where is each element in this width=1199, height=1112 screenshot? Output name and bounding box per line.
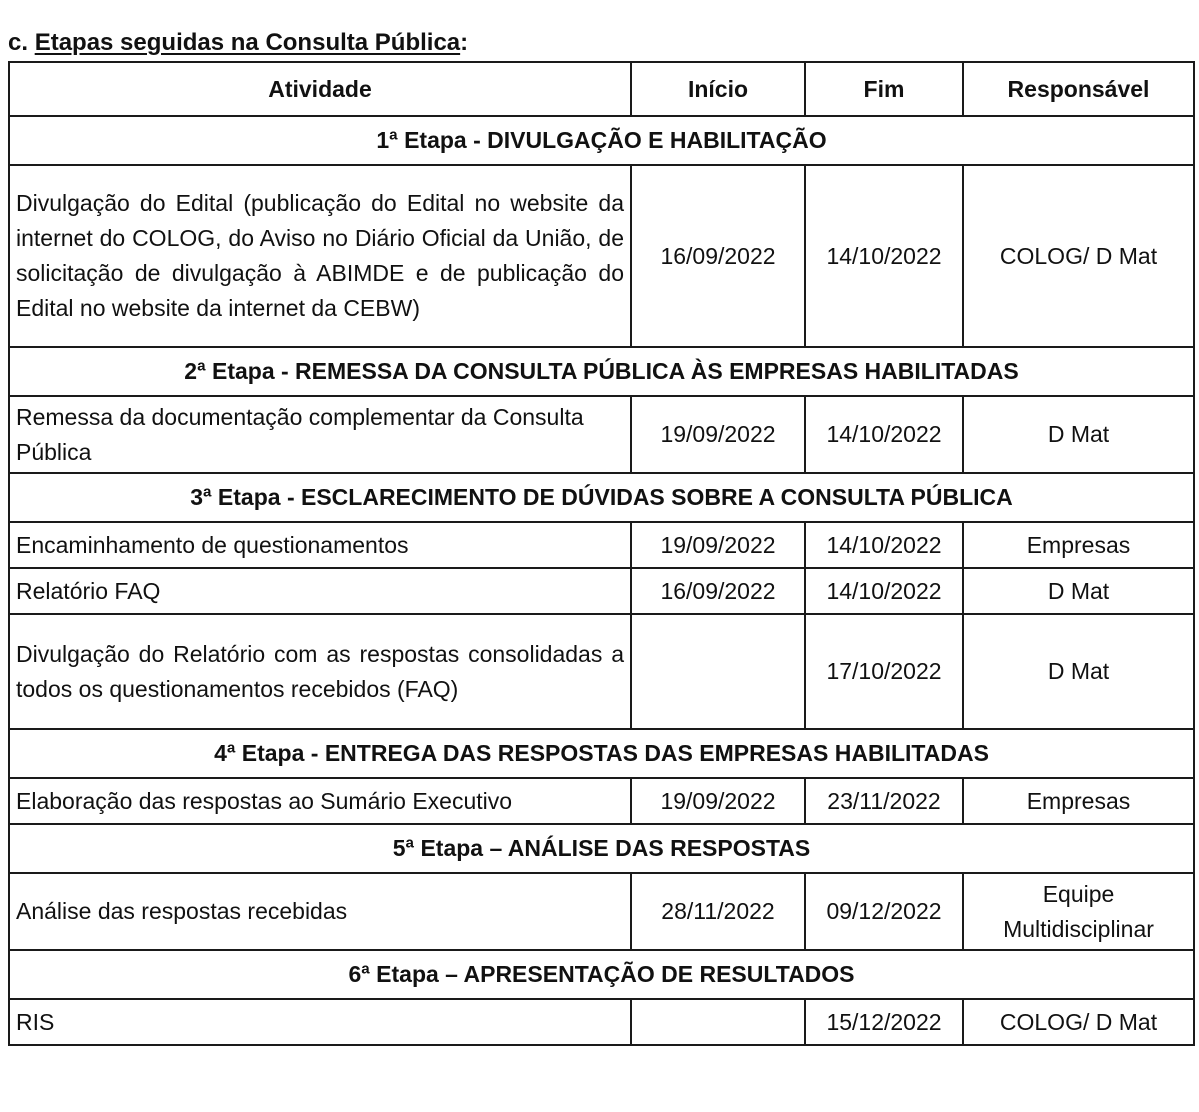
stage-title: 2ª Etapa - REMESSA DA CONSULTA PÚBLICA ÀS EMPRESAS HABILITADAS bbox=[9, 347, 1194, 396]
start-date-cell bbox=[631, 614, 805, 729]
responsible-cell: D Mat bbox=[963, 396, 1194, 473]
activity-cell: Encaminhamento de questionamentos bbox=[9, 522, 631, 568]
table-row bbox=[9, 522, 1194, 568]
table-row bbox=[9, 778, 1194, 824]
activity-cell: Divulgação do Relatório com as respostas consolidadas a todos os questionamentos recebidos (FAQ) bbox=[9, 614, 631, 729]
table-row bbox=[9, 614, 1194, 729]
stage-title: 1ª Etapa - DIVULGAÇÃO E HABILITAÇÃO bbox=[9, 116, 1194, 165]
column-header-start: Início bbox=[631, 62, 805, 116]
stage-row bbox=[9, 473, 1194, 522]
stage-row bbox=[9, 347, 1194, 396]
stage-row bbox=[9, 824, 1194, 873]
section-heading bbox=[8, 28, 468, 58]
end-date-cell: 15/12/2022 bbox=[805, 999, 963, 1045]
end-date-cell: 14/10/2022 bbox=[805, 568, 963, 614]
stage-title: 6ª Etapa – APRESENTAÇÃO DE RESULTADOS bbox=[9, 950, 1194, 999]
end-date-cell: 17/10/2022 bbox=[805, 614, 963, 729]
responsible-cell: D Mat bbox=[963, 614, 1194, 729]
stages-table bbox=[8, 61, 1195, 1046]
table-row bbox=[9, 568, 1194, 614]
column-header-end: Fim bbox=[805, 62, 963, 116]
activity-cell: RIS bbox=[9, 999, 631, 1045]
stage-row bbox=[9, 116, 1194, 165]
activity-cell: Análise das respostas recebidas bbox=[9, 873, 631, 950]
start-date-cell: 19/09/2022 bbox=[631, 396, 805, 473]
end-date-cell: 14/10/2022 bbox=[805, 165, 963, 347]
section-heading-title: Etapas seguidas na Consulta Pública bbox=[34, 29, 461, 56]
table-row bbox=[9, 873, 1194, 950]
start-date-cell: 16/09/2022 bbox=[631, 165, 805, 347]
stage-title: 5ª Etapa – ANÁLISE DAS RESPOSTAS bbox=[9, 824, 1194, 873]
activity-cell: Relatório FAQ bbox=[9, 568, 631, 614]
responsible-cell: Empresas bbox=[963, 522, 1194, 568]
section-heading-suffix: : bbox=[460, 29, 469, 56]
start-date-cell: 16/09/2022 bbox=[631, 568, 805, 614]
responsible-cell: D Mat bbox=[963, 568, 1194, 614]
end-date-cell: 23/11/2022 bbox=[805, 778, 963, 824]
stage-row bbox=[9, 950, 1194, 999]
responsible-cell: Empresas bbox=[963, 778, 1194, 824]
responsible-cell: COLOG/ D Mat bbox=[963, 165, 1194, 347]
responsible-cell: COLOG/ D Mat bbox=[963, 999, 1194, 1045]
stage-title: 4ª Etapa - ENTREGA DAS RESPOSTAS DAS EMPRESAS HABILITADAS bbox=[9, 729, 1194, 778]
end-date-cell: 09/12/2022 bbox=[805, 873, 963, 950]
start-date-cell: 19/09/2022 bbox=[631, 778, 805, 824]
end-date-cell: 14/10/2022 bbox=[805, 396, 963, 473]
section-heading-prefix: c. bbox=[8, 29, 35, 56]
stage-title: 3ª Etapa - ESCLARECIMENTO DE DÚVIDAS SOBRE A CONSULTA PÚBLICA bbox=[9, 473, 1194, 522]
table-row bbox=[9, 999, 1194, 1045]
column-header-responsible: Responsável bbox=[963, 62, 1194, 116]
activity-cell: Elaboração das respostas ao Sumário Executivo bbox=[9, 778, 631, 824]
start-date-cell bbox=[631, 999, 805, 1045]
activity-cell: Divulgação do Edital (publicação do Edital no website da internet do COLOG, do Aviso no Diário Oficial da União, de solicitação de divulgação à ABIMDE e de publicação do Edital no website da internet da CEBW) bbox=[9, 165, 631, 347]
start-date-cell: 19/09/2022 bbox=[631, 522, 805, 568]
table-row bbox=[9, 165, 1194, 347]
column-header-activity: Atividade bbox=[9, 62, 631, 116]
table-row bbox=[9, 396, 1194, 473]
start-date-cell: 28/11/2022 bbox=[631, 873, 805, 950]
activity-cell: Remessa da documentação complementar da Consulta Pública bbox=[9, 396, 631, 473]
responsible-cell: Equipe Multidisciplinar bbox=[963, 873, 1194, 950]
table-header-row bbox=[9, 62, 1194, 116]
stage-row bbox=[9, 729, 1194, 778]
end-date-cell: 14/10/2022 bbox=[805, 522, 963, 568]
